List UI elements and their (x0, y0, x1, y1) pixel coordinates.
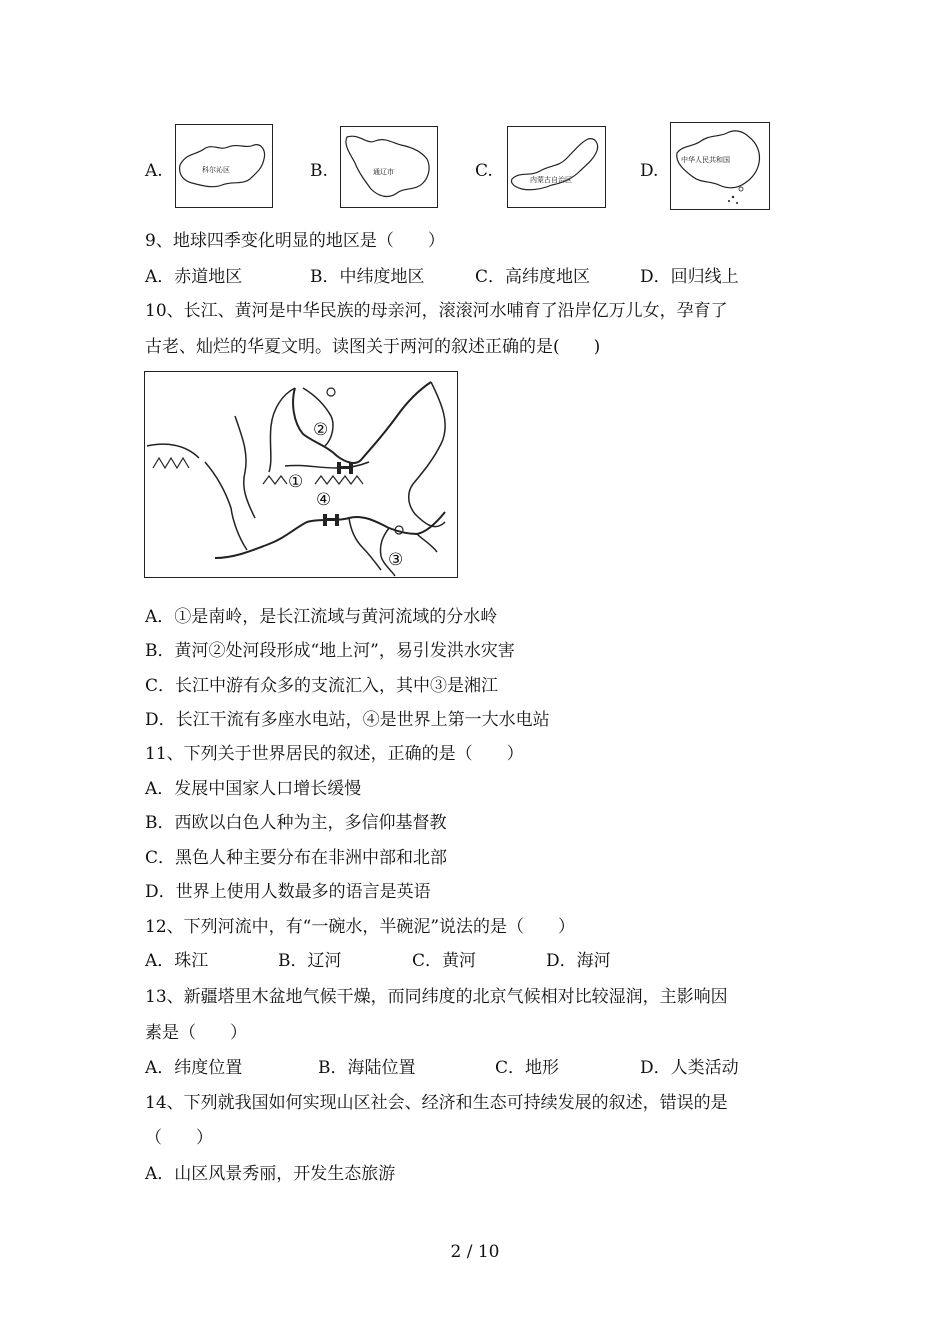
q8-option-a-map-text: 科尔沁区 (202, 166, 230, 174)
q13-option-a: A．纬度位置 (145, 1058, 243, 1078)
q10-map-label-4: ④ (316, 490, 332, 510)
q11-option-d: D．世界上使用人数最多的语言是英语 (145, 882, 431, 902)
q9-stem: 9、地球四季变化明显的地区是（ ） (145, 231, 445, 251)
q14-stem-line2: （ ） (145, 1128, 213, 1148)
q13-option-b: B．海陆位置 (318, 1058, 416, 1078)
page-number: 2 / 10 (450, 1242, 500, 1262)
q14-stem-line1: 14、下列就我国如何实现山区社会、经济和生态可持续发展的叙述，错误的是 (145, 1093, 728, 1113)
q10-option-b: B．黄河②处河段形成“地上河”，易引发洪水灾害 (145, 641, 515, 661)
q9-option-b: B．中纬度地区 (310, 267, 425, 287)
q8-option-c-map-text: 内蒙古自治区 (530, 176, 572, 184)
q8-option-a-map (175, 124, 273, 208)
q11-option-b: B．西欧以白色人种为主，多信仰基督教 (145, 813, 447, 833)
q12-option-a: A．珠江 (145, 951, 209, 971)
q12-stem: 12、下列河流中，有“一碗水，半碗泥”说法的是（ ） (145, 917, 576, 937)
q8-option-c-map (507, 126, 606, 208)
q8-option-d-map (670, 122, 770, 210)
q10-map-label-2: ② (313, 420, 329, 440)
q9-option-d: D．回归线上 (640, 267, 739, 287)
q9-option-c: C．高纬度地区 (475, 267, 591, 287)
q10-option-c: C．长江中游有众多的支流汇入，其中③是湘江 (145, 676, 499, 696)
q13-option-d: D．人类活动 (640, 1058, 739, 1078)
q10-map-label-1: ① (288, 472, 304, 492)
q10-option-a: A．①是南岭，是长江流域与黄河流域的分水岭 (145, 607, 498, 627)
q12-option-b: B．辽河 (278, 951, 342, 971)
q9-option-a: A．赤道地区 (145, 267, 243, 287)
q8-option-b-label: B. (310, 161, 328, 181)
q11-option-c: C．黑色人种主要分布在非洲中部和北部 (145, 848, 448, 868)
q13-option-c: C．地形 (495, 1058, 560, 1078)
q10-river-map (144, 371, 458, 578)
q12-option-c: C．黄河 (412, 951, 477, 971)
q11-option-a: A．发展中国家人口增长缓慢 (145, 779, 362, 799)
q10-option-d: D．长江干流有多座水电站，④是世界上第一大水电站 (145, 710, 550, 730)
q12-option-d: D．海河 (546, 951, 611, 971)
q13-stem-line1: 13、新疆塔里木盆地气候干燥，而同纬度的北京气候相对比较湿润，主影响因 (145, 987, 728, 1007)
q8-option-a-label: A. (145, 161, 163, 181)
q14-option-a: A．山区风景秀丽，开发生态旅游 (145, 1164, 396, 1184)
q8-option-b-map (340, 126, 438, 208)
q10-stem-line2: 古老、灿烂的华夏文明。读图关于两河的叙述正确的是( ) (145, 337, 601, 357)
q10-stem-line1: 10、长江、黄河是中华民族的母亲河，滚滚河水哺育了沿岸亿万儿女，孕育了 (145, 301, 728, 321)
q8-option-b-map-text: 通辽市 (373, 168, 394, 176)
q8-option-d-label: D. (640, 161, 659, 181)
q8-option-d-map-text: 中华人民共和国 (681, 156, 730, 164)
q11-stem: 11、下列关于世界居民的叙述，正确的是（ ） (145, 744, 524, 764)
q10-map-label-3: ③ (388, 550, 404, 570)
q8-option-c-label: C. (475, 161, 493, 181)
q13-stem-line2: 素是（ ） (145, 1023, 247, 1043)
